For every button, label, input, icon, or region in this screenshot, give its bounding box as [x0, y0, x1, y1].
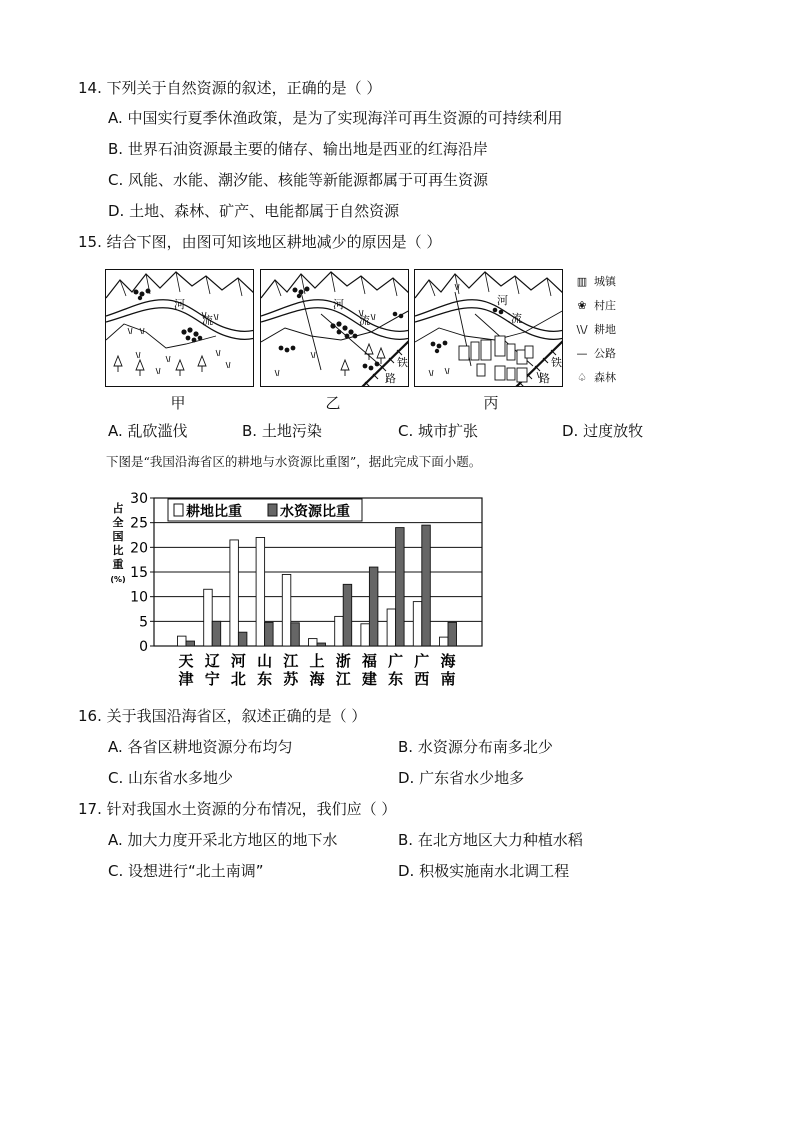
- map-label-bing: 丙: [483, 394, 499, 412]
- y-tick-label: 20: [130, 540, 148, 557]
- q14-option-a: A. 中国实行夏季休渔政策，是为了实现海洋可再生资源的可持续利用: [108, 109, 563, 127]
- road-icon: —: [576, 347, 588, 360]
- bar-water: [238, 632, 247, 646]
- x-category-label: 山: [257, 652, 273, 670]
- map-river-label-3: 河: [333, 298, 344, 311]
- q16-option-b: B. 水资源分布南多北少: [398, 738, 553, 756]
- x-category-label: 宁: [204, 670, 220, 688]
- x-category-label: 海: [309, 670, 325, 688]
- bar-farmland: [413, 602, 422, 646]
- x-category-label: 西: [414, 670, 430, 688]
- y-axis-label-char: 重: [112, 558, 124, 571]
- map-railway-label-3: 铁: [551, 356, 562, 369]
- x-category-label: 辽: [204, 652, 220, 670]
- bar-farmland: [204, 589, 213, 646]
- q17-option-c: C. 设想进行“北土南调”: [108, 862, 264, 880]
- map-river-label-6: 流: [511, 312, 522, 325]
- y-tick-label: 25: [130, 515, 148, 532]
- x-category-label: 上: [309, 652, 325, 670]
- q14-option-c: C. 风能、水能、潮汐能、核能等新能源都属于可再生资源: [108, 171, 489, 189]
- q15-stem: 15. 结合下图，由图可知该地区耕地减少的原因是（ ）: [78, 233, 442, 251]
- bar-water: [422, 525, 431, 646]
- bar-farmland: [361, 624, 370, 646]
- bar-farmland: [387, 609, 396, 646]
- y-axis-label-char: 比: [112, 544, 124, 557]
- x-category-label: 浙: [335, 652, 351, 670]
- bar-water: [317, 643, 326, 646]
- bar-farmland: [230, 540, 239, 646]
- map-label-yi: 乙: [325, 394, 341, 412]
- q16-option-a: A. 各省区耕地资源分布均匀: [108, 738, 293, 756]
- legend-label-town: 城镇: [594, 275, 616, 288]
- map-railway-label-2: 路: [385, 372, 396, 385]
- bar-water: [448, 622, 457, 646]
- q17-stem: 17. 针对我国水土资源的分布情况，我们应（ ）: [78, 800, 397, 818]
- y-axis-label-char: 全: [112, 516, 124, 529]
- q15-option-b: B. 土地污染: [242, 422, 322, 440]
- y-tick-label: 30: [130, 491, 148, 507]
- x-category-label: 东: [388, 670, 404, 688]
- map-river-label-2: 流: [202, 314, 213, 327]
- map-river-label-1: 河: [174, 298, 185, 311]
- y-tick-label: 5: [139, 614, 148, 631]
- map-railway-label-1: 铁: [397, 356, 408, 369]
- map-panel-bing: [414, 269, 563, 387]
- x-axis-categories: [178, 652, 456, 688]
- map-railway-label-4: 路: [539, 372, 550, 385]
- village-icon: ❀: [577, 299, 587, 312]
- y-tick-label: 15: [130, 565, 148, 581]
- legend-label-farmland: 耕地: [594, 323, 616, 336]
- forest-icon: ♤: [577, 371, 587, 384]
- q15-option-a: A. 乱砍滥伐: [108, 422, 188, 440]
- x-category-label: 江: [283, 652, 299, 670]
- y-axis-label-char: 占: [112, 502, 124, 515]
- x-category-label: 南: [440, 670, 456, 688]
- bar-farmland: [335, 616, 344, 646]
- bar-farmland: [440, 637, 449, 646]
- x-category-label: 海: [440, 652, 456, 670]
- q17-option-a: A. 加大力度开采北方地区的地下水: [108, 831, 338, 849]
- town-icon: ▥: [576, 275, 588, 288]
- x-category-label: 河: [230, 652, 246, 670]
- map-panel-yi: [260, 269, 409, 387]
- y-tick-label: 0: [139, 639, 148, 655]
- map-panel-jia: [105, 269, 254, 387]
- x-category-label: 津: [178, 670, 194, 688]
- legend-label-water-share: 水资源比重: [280, 504, 350, 520]
- q14-option-b: B. 世界石油资源最主要的储存、输出地是西亚的红海沿岸: [108, 140, 488, 158]
- map-river-label-4: 流: [359, 314, 370, 327]
- x-category-label: 天: [178, 652, 194, 670]
- bar-water: [291, 623, 300, 646]
- bar-farmland: [256, 537, 265, 646]
- y-tick-label: 10: [130, 589, 148, 606]
- bar-chart: [104, 488, 484, 708]
- chart-bars: [178, 525, 457, 646]
- bar-water: [265, 622, 274, 646]
- bar-farmland: [282, 574, 291, 646]
- map-legend: [573, 270, 616, 390]
- q14-stem: 14. 下列关于自然资源的叙述，正确的是（ ）: [78, 79, 382, 97]
- x-category-label: 建: [361, 670, 377, 688]
- legend-label-road: 公路: [594, 347, 616, 360]
- bar-farmland: [178, 636, 187, 646]
- q17-option-d: D. 积极实施南水北调工程: [398, 862, 570, 880]
- x-category-label: 北: [230, 670, 246, 688]
- q14-option-d: D. 土地、森林、矿产、电能都属于自然资源: [108, 202, 400, 220]
- x-category-label: 苏: [283, 670, 299, 688]
- legend-swatch-water: [268, 504, 277, 516]
- legend-swatch-farmland: [174, 504, 183, 516]
- q16-option-c: C. 山东省水多地少: [108, 769, 234, 787]
- x-category-label: 江: [335, 670, 351, 688]
- bar-water: [186, 641, 195, 646]
- y-axis-label-char: (%): [110, 575, 126, 584]
- chart-legend: [168, 499, 362, 521]
- farmland-icon: \\/: [576, 323, 588, 336]
- q16-stem: 16. 关于我国沿海省区，叙述正确的是（ ）: [78, 707, 367, 725]
- y-axis-ticks: [130, 491, 154, 655]
- q15-option-d: D. 过度放牧: [562, 422, 644, 440]
- y-axis-label-char: 国: [112, 530, 124, 543]
- x-category-label: 广: [414, 652, 430, 670]
- q16-option-d: D. 广东省水少地多: [398, 769, 525, 787]
- legend-label-farmland-share: 耕地比重: [186, 504, 242, 520]
- bar-water: [343, 584, 352, 646]
- chart-intro: 下图是“我国沿海省区的耕地与水资源比重图”，据此完成下面小题。: [106, 454, 482, 469]
- bar-water: [369, 567, 378, 646]
- y-axis-label: [110, 501, 125, 584]
- bar-water: [212, 621, 221, 646]
- x-category-label: 广: [388, 652, 404, 670]
- x-category-label: 福: [361, 652, 377, 670]
- legend-label-village: 村庄: [594, 299, 616, 312]
- bar-farmland: [309, 639, 318, 646]
- q17-option-b: B. 在北方地区大力种植水稻: [398, 831, 583, 849]
- x-category-label: 东: [257, 670, 273, 688]
- map-river-label-5: 河: [497, 294, 508, 307]
- q15-option-c: C. 城市扩张: [398, 422, 479, 440]
- bar-water: [396, 528, 405, 646]
- legend-label-forest: 森林: [594, 371, 616, 384]
- map-label-jia: 甲: [170, 394, 186, 412]
